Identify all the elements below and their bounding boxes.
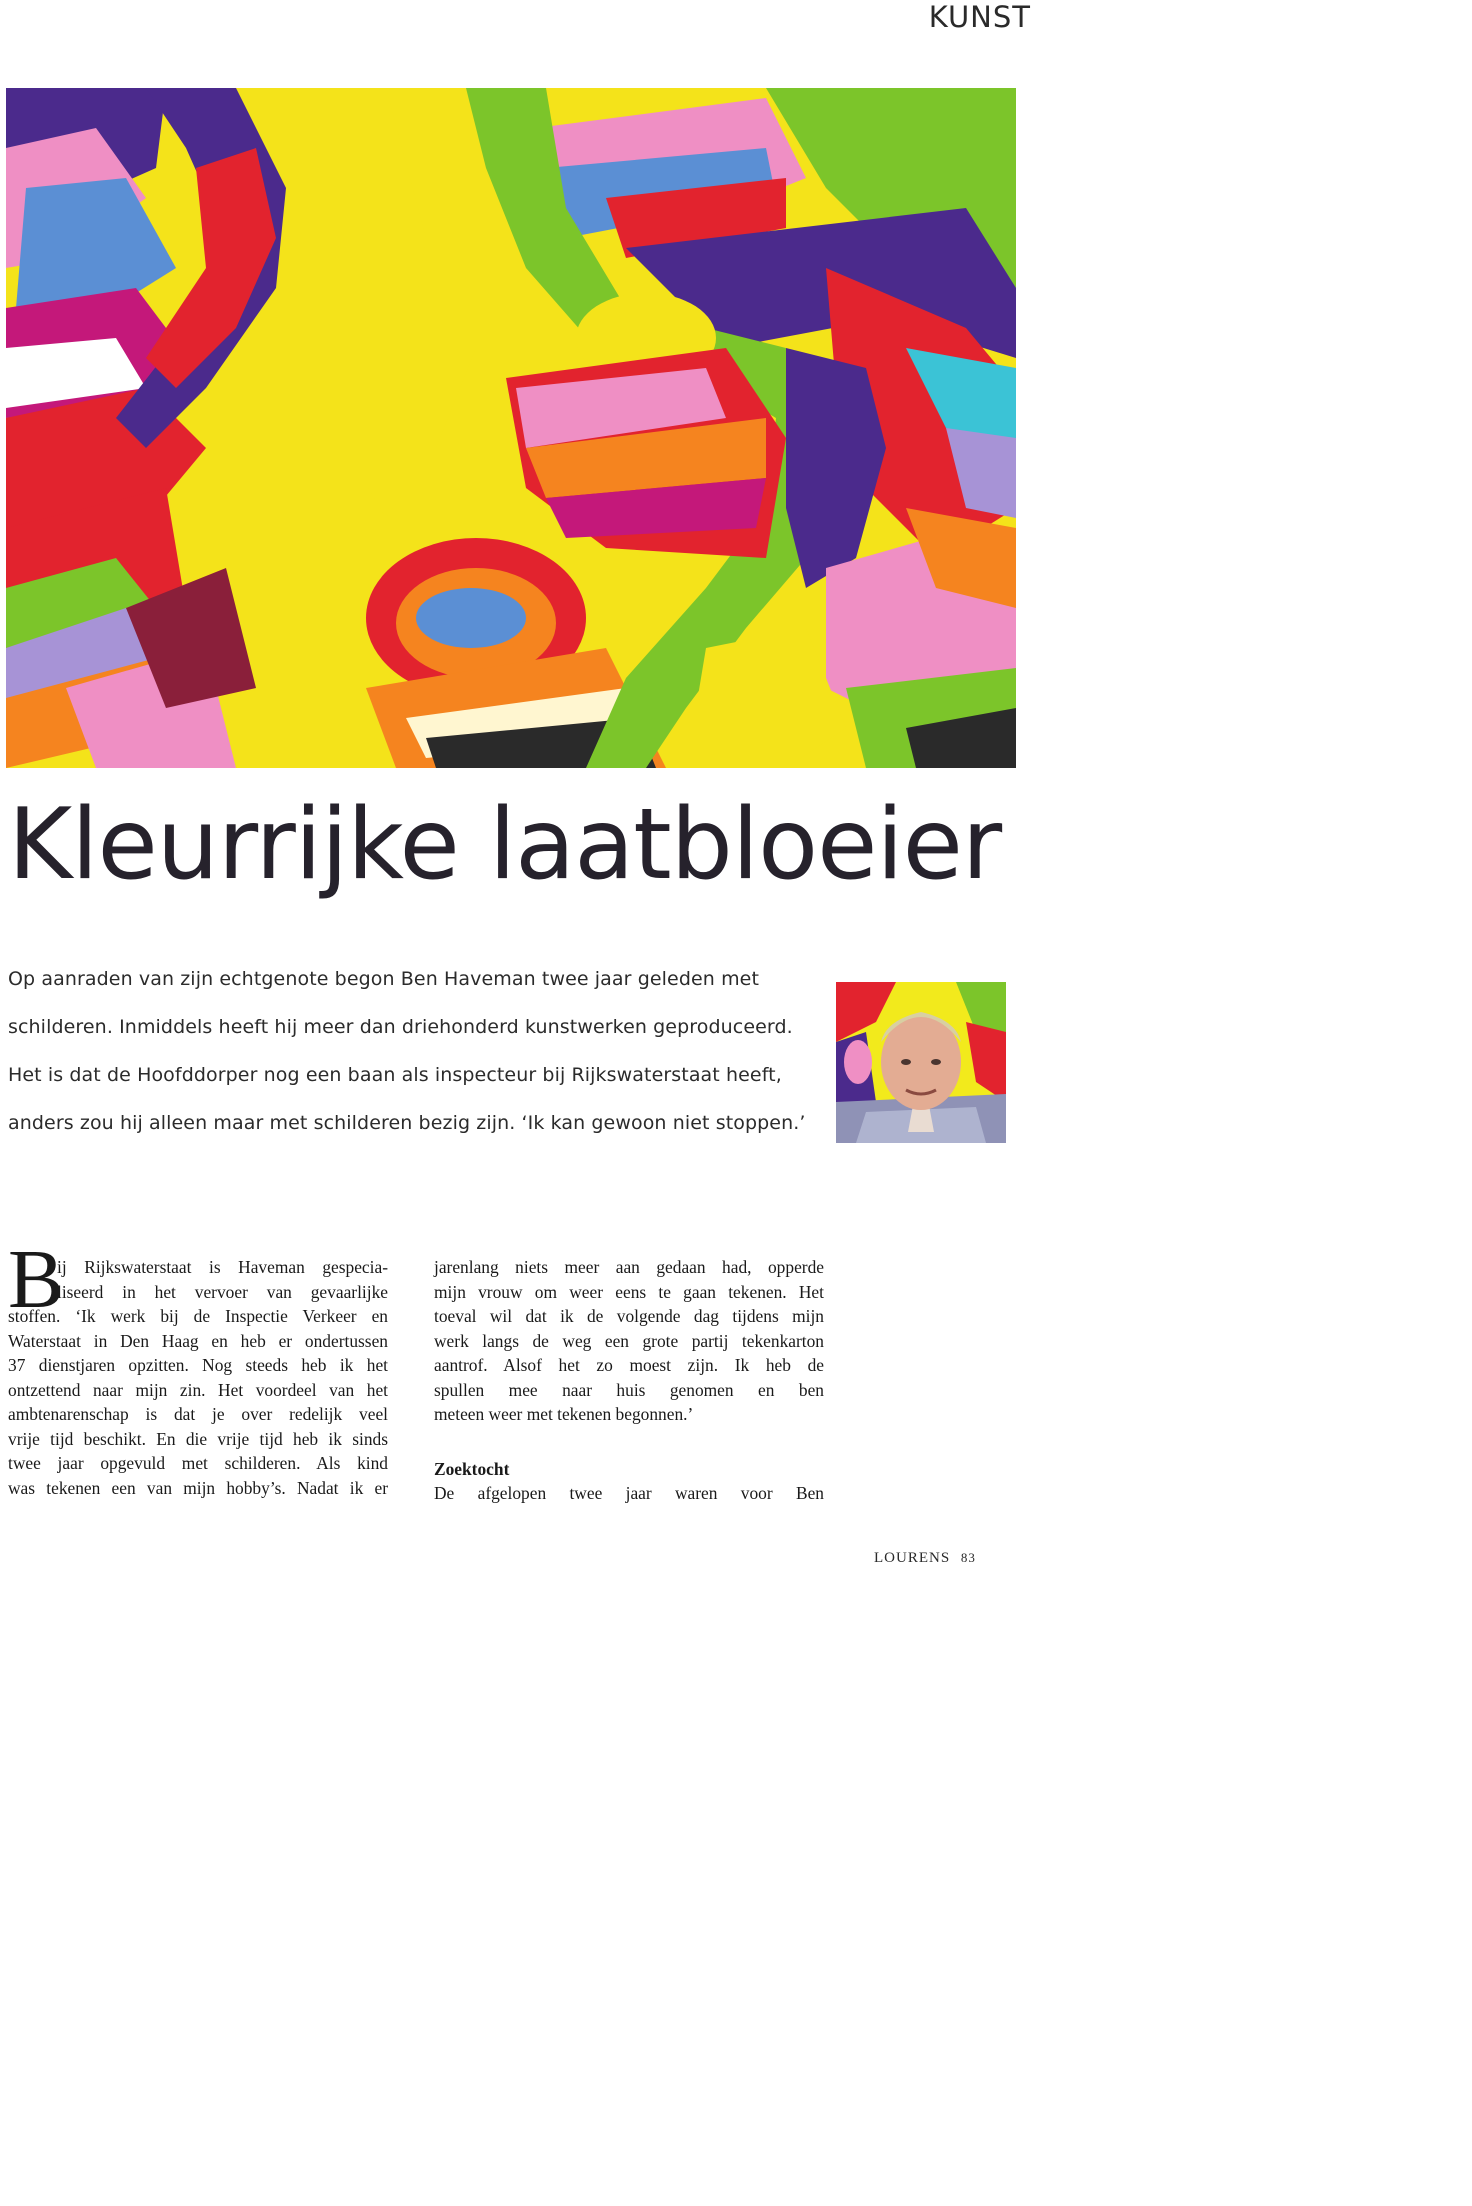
body-line: 37 dienstjaren opzitten. Nog steeds heb ik het — [8, 1355, 388, 1375]
article-headline: Kleurrijke laatbloeier — [8, 788, 1002, 902]
section-subheading: Zoektocht — [434, 1458, 510, 1479]
body-line: jarenlang niets meer aan gedaan had, opperde — [434, 1257, 824, 1277]
lead-line: anders zou hij alleen maar met schilderen bezig zijn. ‘Ik kan gewoon niet stoppen.’ — [8, 1112, 806, 1134]
body-line: meteen weer met tekenen begonnen.’ — [434, 1404, 694, 1424]
section-label: KUNST — [928, 0, 1031, 34]
lead-line: Op aanraden van zijn echtgenote begon Ben Haveman twee jaar geleden met — [8, 968, 760, 990]
body-line: Waterstaat in Den Haag en heb er ondertussen — [8, 1330, 388, 1351]
body-column-left — [8, 1255, 388, 1500]
body-line: ambtenarenschap is dat je over redelijk veel — [8, 1404, 388, 1424]
portrait-photo — [836, 982, 1006, 1143]
lead-line: schilderen. Inmiddels heeft hij meer dan driehonderd kunstwerken geproduceerd. — [8, 1016, 793, 1038]
portrait-illustration — [836, 982, 1006, 1143]
body-line: twee jaar opgevuld met schilderen. Als kind — [8, 1453, 388, 1473]
body-column-right — [434, 1255, 824, 1506]
body-line: De afgelopen twee jaar waren voor Ben — [434, 1483, 824, 1503]
body-line: spullen mee naar huis genomen en ben — [434, 1379, 824, 1400]
body-line: toeval wil dat ik de volgende dag tijdens mijn — [434, 1306, 824, 1326]
drop-cap: B — [8, 1233, 65, 1326]
page-footer — [874, 1550, 976, 1567]
body-line: aantrof. Alsof het zo moest zijn. Ik heb de — [434, 1355, 824, 1375]
abstract-painting — [6, 88, 1016, 768]
body-line: ij Rijkswaterstaat is Haveman gespecia- — [57, 1257, 388, 1277]
body-line: mijn vrouw om weer eens te gaan tekenen. Het — [434, 1281, 824, 1302]
painting-image — [6, 88, 1016, 768]
lead-line: Het is dat de Hoofddorper nog een baan als inspecteur bij Rijkswaterstaat heeft, — [8, 1064, 782, 1086]
body-line: werk langs de weg een grote partij tekenkarton — [434, 1330, 824, 1351]
body-line: liseerd in het vervoer van gevaarlijke — [57, 1281, 388, 1302]
page-number: 83 — [960, 1550, 976, 1565]
body-line: was tekenen een van mijn hobby’s. Nadat ik er — [8, 1477, 388, 1498]
paragraph-spacer — [434, 1427, 824, 1457]
magazine-name: LOURENS — [874, 1550, 951, 1566]
lead-paragraph — [8, 968, 808, 1160]
body-line: ontzettend naar mijn zin. Het voordeel van het — [8, 1379, 388, 1400]
body-line: vrije tijd beschikt. En die vrije tijd heb ik sinds — [8, 1428, 388, 1449]
body-line: stoffen. ‘Ik werk bij de Inspectie Verkeer en — [8, 1306, 388, 1326]
